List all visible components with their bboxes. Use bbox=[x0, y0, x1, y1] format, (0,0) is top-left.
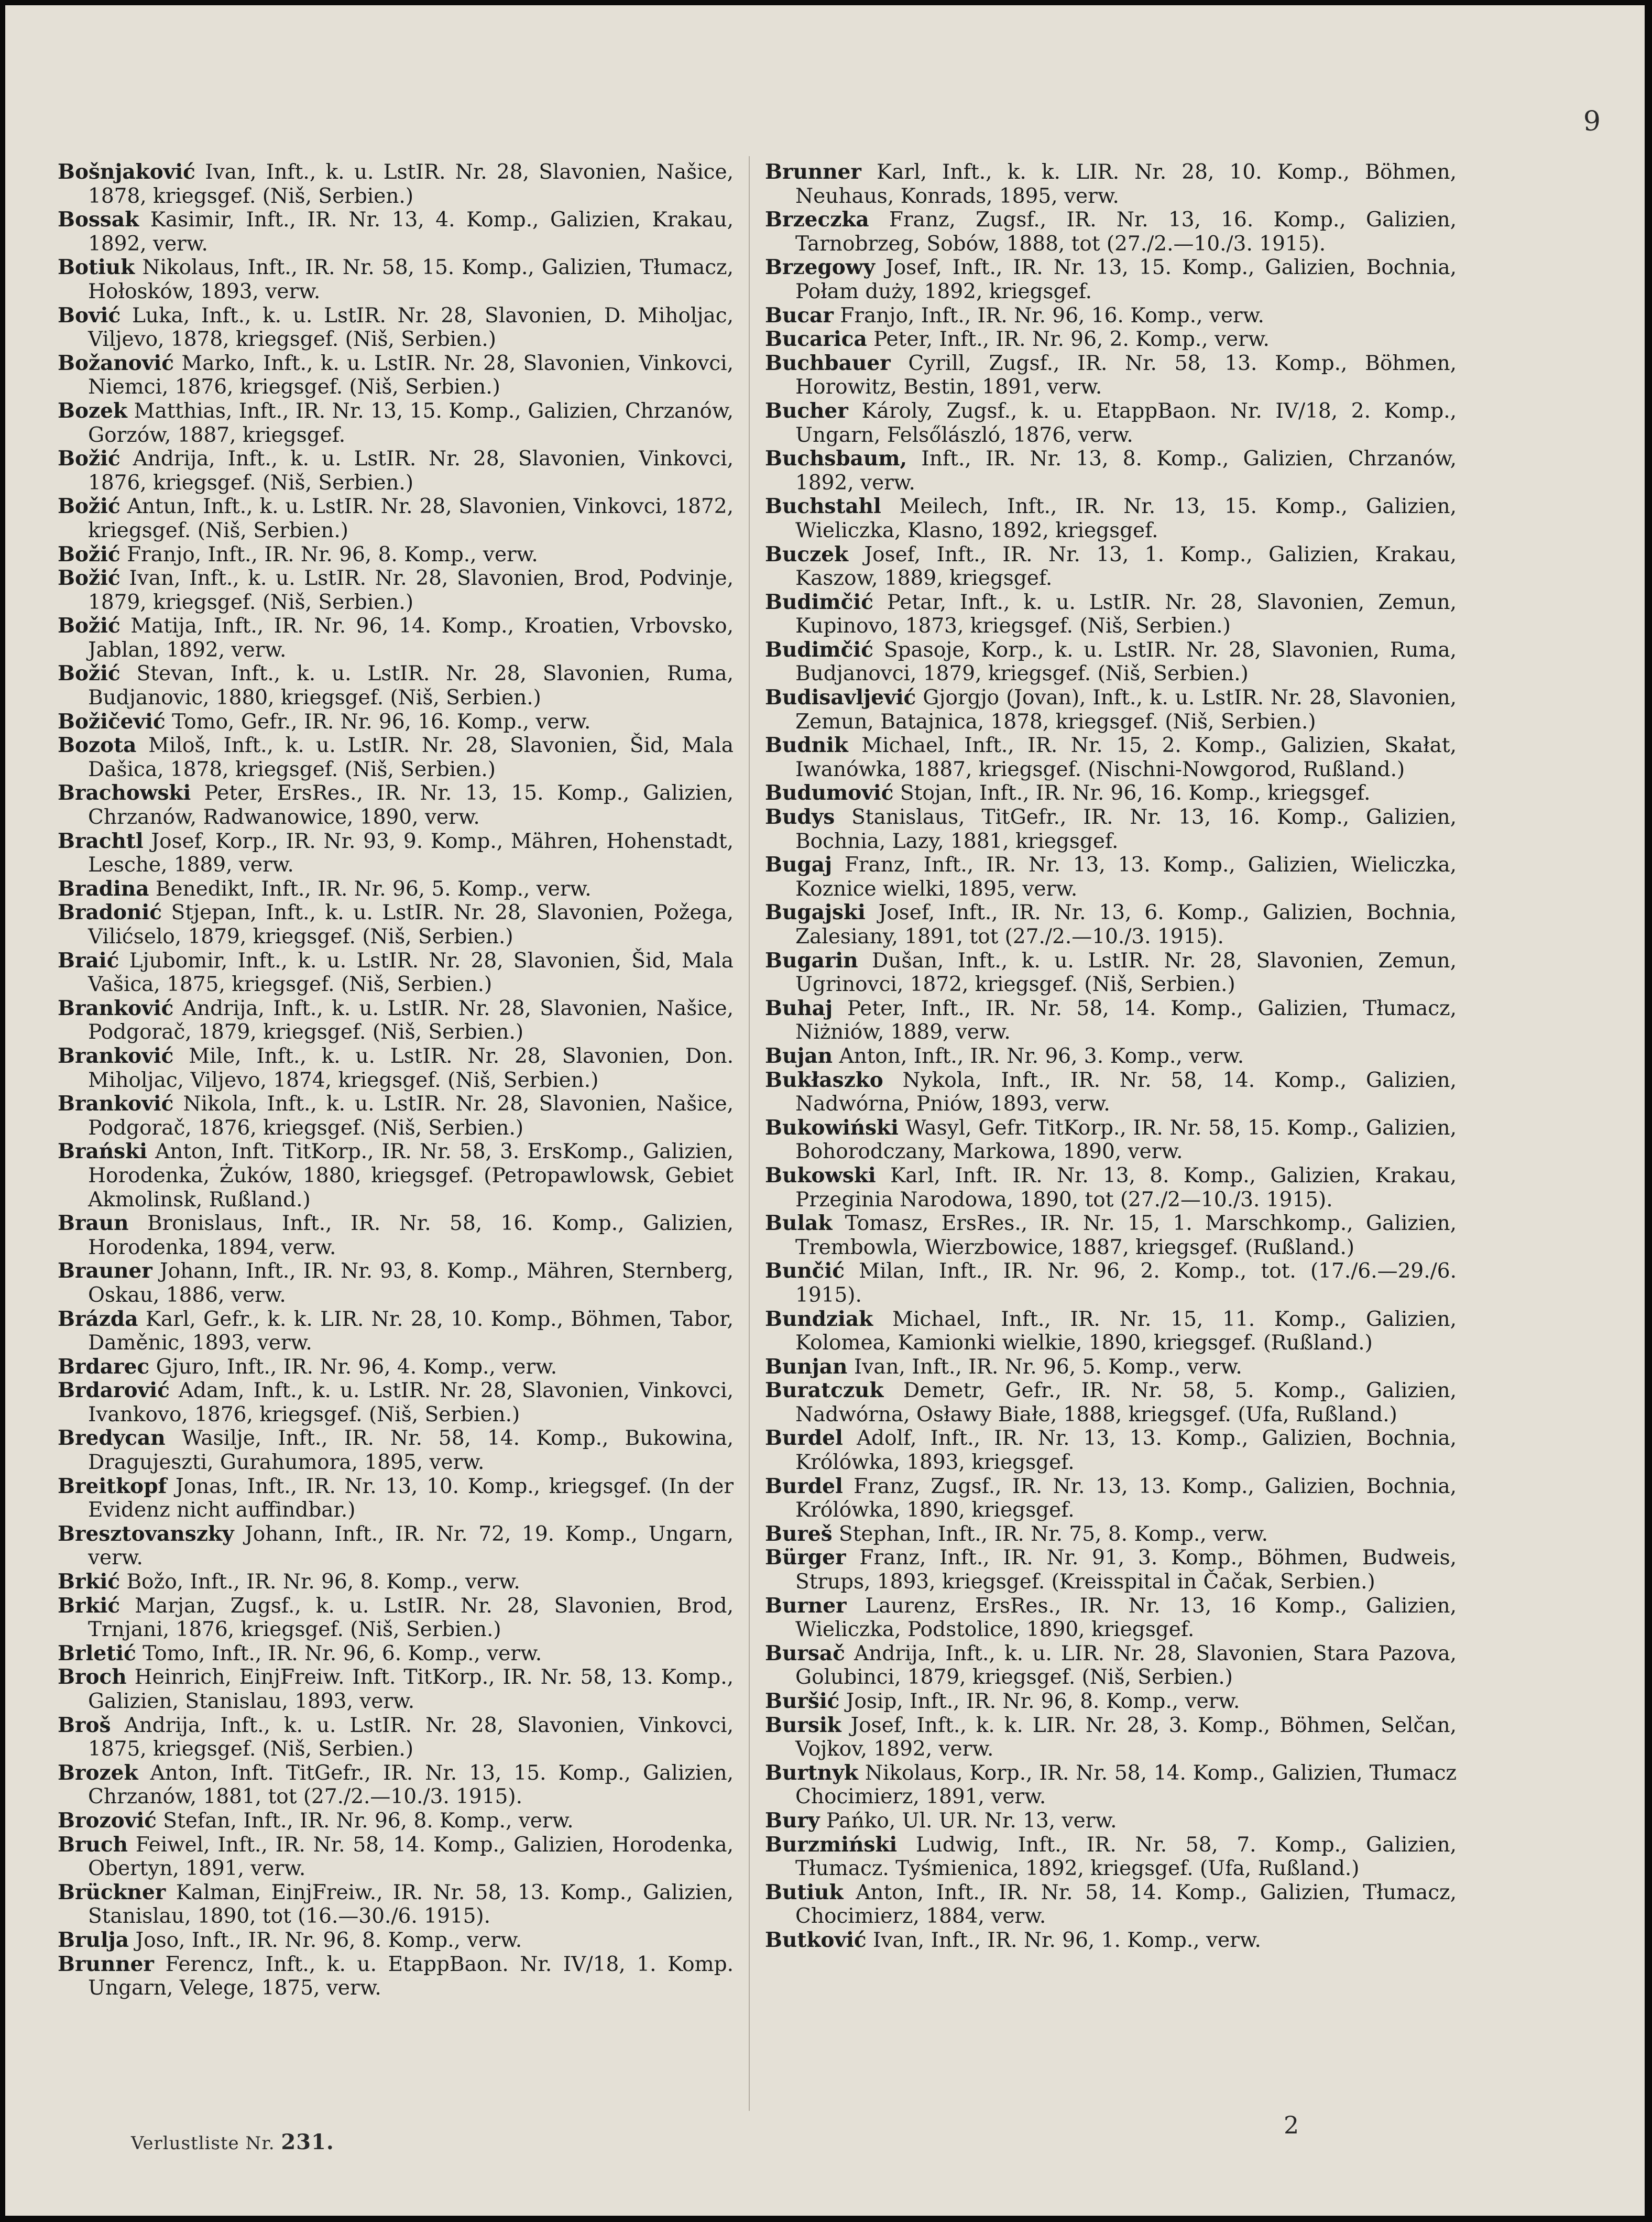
list-entry bbox=[58, 1522, 734, 1570]
entry-details: Nikolaus, Korp., IR. Nr. 58, 14. Komp., Galizien, Tłumacz Chocimierz, 1891, verw. bbox=[795, 1761, 1457, 1809]
entry-details: Stevan, Inft., k. u. LstIR. Nr. 28, Slavonien, Ruma, Budjanovic, 1880, kriegsgef. (Niš, Serbien.) bbox=[88, 662, 734, 710]
footer-list-label-text: Verlustliste Nr. bbox=[131, 2133, 275, 2154]
entry-details: Gjuro, Inft., IR. Nr. 96, 4. Komp., verw. bbox=[149, 1355, 557, 1379]
entry-details: Luka, Inft., k. u. LstIR. Nr. 28, Slavonien, D. Miholjac, Viljevo, 1878, kriegsgef. (Niš, Serbien.) bbox=[88, 303, 734, 352]
entry-surname: Brunner bbox=[765, 160, 861, 184]
entry-details: Milan, Inft., IR. Nr. 96, 2. Komp., tot. (17./6.—29./6. 1915). bbox=[795, 1259, 1457, 1307]
list-entry bbox=[765, 208, 1457, 256]
list-entry bbox=[58, 710, 734, 734]
list-entry bbox=[765, 1069, 1457, 1116]
entry-surname: Brauner bbox=[58, 1259, 152, 1283]
list-entry bbox=[765, 399, 1457, 447]
entry-surname: Brachowski bbox=[58, 781, 191, 805]
list-entry bbox=[765, 1929, 1457, 1953]
entry-details: Michael, Inft., IR. Nr. 15, 2. Komp., Galizien, Skałat, Iwanówka, 1887, kriegsgef. (Nischni-Nowgorod, Rußland.) bbox=[795, 734, 1457, 781]
entry-details: Andrija, Inft., k. u. LstIR. Nr. 28, Slavonien, Našice, Podgorač, 1879, kriegsgef. (Niš, Serbien.) bbox=[88, 996, 734, 1044]
entry-surname: Brulja bbox=[58, 1927, 129, 1952]
list-entry bbox=[58, 1308, 734, 1355]
entry-details: Bronislaus, Inft., IR. Nr. 58, 16. Komp., Galizien, Horodenka, 1894, verw. bbox=[88, 1212, 734, 1259]
entry-details: Jonas, Inft., IR. Nr. 13, 10. Komp., kriegsgef. (In der Evidenz nicht auffindbar.) bbox=[88, 1474, 734, 1522]
entry-details: Tomasz, ErsRes., IR. Nr. 15, 1. Marschkomp., Galizien, Trembowla, Wierzbowice, 1887, kriegsgef. (Rußland.) bbox=[795, 1212, 1457, 1259]
entry-surname: Burtnyk bbox=[765, 1760, 858, 1785]
entry-details: Spasoje, Korp., k. u. LstIR. Nr. 28, Slavonien, Ruma, Budjanovci, 1879, kriegsgef. (Niš, Serbien.) bbox=[795, 638, 1457, 686]
list-entry bbox=[58, 1426, 734, 1474]
list-entry bbox=[765, 1212, 1457, 1259]
entry-surname: Brázda bbox=[58, 1306, 138, 1331]
entry-details: Stefan, Inft., IR. Nr. 96, 8. Komp., verw. bbox=[156, 1809, 574, 1833]
entry-details: Stephan, Inft., IR. Nr. 75, 8. Komp., verw. bbox=[832, 1522, 1268, 1546]
entry-surname: Budimčić bbox=[765, 590, 873, 614]
entry-surname: Branković bbox=[58, 996, 174, 1020]
entry-details: Wasilje, Inft., IR. Nr. 58, 14. Komp., Bukowina, Dragujeszti, Gurahumora, 1895, verw. bbox=[88, 1426, 734, 1475]
list-entry bbox=[58, 304, 734, 352]
entry-surname: Brozović bbox=[58, 1808, 157, 1833]
list-entry bbox=[765, 1761, 1457, 1809]
entry-details: Marko, Inft., k. u. LstIR. Nr. 28, Slavonien, Vinkovci, Niemci, 1876, kriegsgef. (Niš, Serbien.) bbox=[88, 351, 734, 399]
column-divider bbox=[749, 156, 750, 2111]
list-entry bbox=[765, 328, 1457, 352]
list-entry bbox=[765, 1475, 1457, 1522]
entry-surname: Bugarin bbox=[765, 948, 858, 973]
entry-surname: Budisavljević bbox=[765, 685, 916, 710]
list-entry bbox=[765, 638, 1457, 686]
entry-surname: Butković bbox=[765, 1927, 867, 1952]
list-entry bbox=[765, 1116, 1457, 1164]
entry-surname: Brdarec bbox=[58, 1354, 150, 1379]
footer-list-label bbox=[131, 2130, 334, 2154]
list-entry bbox=[58, 352, 734, 399]
entry-details: Karl, Gefr., k. k. LIR. Nr. 28, 10. Komp., Böhmen, Tabor, Daměnic, 1893, verw. bbox=[88, 1307, 734, 1355]
list-entry bbox=[58, 1665, 734, 1713]
entry-surname: Brkić bbox=[58, 1570, 121, 1594]
list-entry bbox=[58, 662, 734, 710]
page-number: 9 bbox=[1583, 106, 1601, 137]
entry-details: Ivan, Inft., IR. Nr. 96, 1. Komp., verw. bbox=[866, 1928, 1261, 1952]
entry-details: Franz, Zugsf., IR. Nr. 13, 13. Komp., Galizien, Bochnia, Królówka, 1890, kriegsgef. bbox=[795, 1474, 1457, 1522]
entry-surname: Bukłaszko bbox=[765, 1068, 883, 1092]
entry-surname: Bucar bbox=[765, 303, 834, 328]
entry-surname: Buchstahl bbox=[765, 494, 881, 519]
entry-details: Adolf, Inft., IR. Nr. 13, 13. Komp., Galizien, Bochnia, Królówka, 1893, kriegsgef. bbox=[795, 1426, 1457, 1475]
entry-surname: Bukowski bbox=[765, 1163, 876, 1188]
left-column bbox=[58, 160, 734, 2000]
list-entry bbox=[58, 543, 734, 567]
list-entry bbox=[58, 1833, 734, 1881]
list-entry bbox=[765, 734, 1457, 781]
entry-surname: Brzeczka bbox=[765, 208, 869, 232]
entry-details: Gjorgjo (Jovan), Inft., k. u. LstIR. Nr. 28, Slavonien, Zemun, Batajnica, 1878, kriegsgef. (Niš, Serbien.) bbox=[795, 686, 1457, 734]
entry-details: Andrija, Inft., k. u. LstIR. Nr. 28, Slavonien, Vinkovci, 1876, kriegsgef. (Niš, Serbien.) bbox=[88, 447, 734, 495]
list-entry bbox=[765, 805, 1457, 853]
entry-details: Josef, Inft., IR. Nr. 13, 6. Komp., Galizien, Bochnia, Zalesiany, 1891, tot (27./2.—10./3. 1915). bbox=[795, 901, 1457, 949]
entry-details: Ferencz, Inft., k. u. EtappBaon. Nr. IV/18, 1. Komp. Ungarn, Velege, 1875, verw. bbox=[88, 1952, 734, 2000]
footer-list-number: 231. bbox=[281, 2130, 334, 2154]
list-entry bbox=[58, 830, 734, 877]
entry-details: Anton, Inft. TitKorp., IR. Nr. 58, 3. ErsKomp., Galizien, Horodenka, Żuków, 1880, kriegsgef. (Petropawlowsk, Gebiet Akmolinsk, Rußland.) bbox=[88, 1140, 734, 1212]
entry-surname: Broš bbox=[58, 1713, 111, 1737]
entry-surname: Brückner bbox=[58, 1880, 166, 1904]
entry-details: Peter, ErsRes., IR. Nr. 13, 15. Komp., Galizien, Chrzanów, Radwanowice, 1890, verw. bbox=[88, 781, 734, 830]
entry-details: Stojan, Inft., IR. Nr. 96, 16. Komp., kriegsgef. bbox=[893, 781, 1371, 805]
footer-sheet-number: 2 bbox=[1284, 2111, 1299, 2139]
entry-surname: Božić bbox=[58, 446, 121, 471]
entry-details: Josip, Inft., IR. Nr. 96, 8. Komp., verw. bbox=[839, 1690, 1240, 1713]
page bbox=[5, 5, 1645, 2216]
list-entry bbox=[765, 781, 1457, 805]
entry-details: Michael, Inft., IR. Nr. 15, 11. Komp., Galizien, Kolomea, Kamionki wielkie, 1890, kriegsgef. (Rußland.) bbox=[795, 1307, 1457, 1355]
entry-details: Ivan, Inft., IR. Nr. 96, 5. Komp., verw. bbox=[847, 1355, 1242, 1379]
entry-details: Ivan, Inft., k. u. LstIR. Nr. 28, Slavonien, Našice, 1878, kriegsgef. (Niš, Serbien.) bbox=[88, 160, 734, 208]
entry-surname: Bozek bbox=[58, 398, 127, 423]
list-entry bbox=[58, 614, 734, 662]
list-entry bbox=[58, 1929, 734, 1953]
entry-details: Franjo, Inft., IR. Nr. 96, 16. Komp., verw. bbox=[833, 303, 1264, 328]
list-entry bbox=[58, 399, 734, 447]
entry-surname: Bukowiński bbox=[765, 1115, 899, 1140]
list-entry bbox=[765, 160, 1457, 208]
entry-details: Anton, Inft., IR. Nr. 96, 3. Komp., verw. bbox=[833, 1044, 1244, 1068]
entry-surname: Bursač bbox=[765, 1641, 845, 1665]
entry-surname: Bradina bbox=[58, 876, 149, 901]
entry-surname: Bulak bbox=[765, 1211, 833, 1236]
entry-details: Petar, Inft., k. u. LstIR. Nr. 28, Slavonien, Zemun, Kupinovo, 1873, kriegsgef. (Niš, Serbien.) bbox=[795, 590, 1457, 638]
entry-surname: Bruch bbox=[58, 1832, 128, 1857]
entry-surname: Bursik bbox=[765, 1713, 841, 1737]
list-entry bbox=[58, 567, 734, 614]
entry-details: Andrija, Inft., k. u. LIR. Nr. 28, Slavonien, Stara Pazova, Golubinci, 1879, kriegsgef. (Niš, Serbien.) bbox=[795, 1641, 1457, 1690]
entry-surname: Budnik bbox=[765, 733, 848, 758]
entry-surname: Brunner bbox=[58, 1952, 154, 1976]
entry-details: Josef, Inft., k. k. LIR. Nr. 28, 3. Komp., Böhmen, Selčan, Vojkov, 1892, verw. bbox=[795, 1713, 1457, 1761]
entry-surname: Buchsbaum, bbox=[765, 446, 907, 471]
list-entry bbox=[58, 1642, 734, 1666]
entry-surname: Brozek bbox=[58, 1760, 138, 1785]
list-entry bbox=[58, 256, 734, 303]
entry-details: Karl, Inft. IR. Nr. 13, 8. Komp., Galizien, Krakau, Przeginia Narodowa, 1890, tot (27./2—10./3. 1915). bbox=[795, 1163, 1457, 1212]
entry-details: Heinrich, EinjFreiw. Inft. TitKorp., IR. Nr. 58, 13. Komp., Galizien, Stanislau, 1893, verw. bbox=[88, 1665, 734, 1713]
entry-details: Károly, Zugsf., k. u. EtappBaon. Nr. IV/18, 2. Komp., Ungarn, Felsőlászló, 1876, verw. bbox=[795, 399, 1457, 447]
list-entry bbox=[58, 1355, 734, 1379]
entry-details: Adam, Inft., k. u. LstIR. Nr. 28, Slavonien, Vinkovci, Ivankovo, 1876, kriegsgef. (Niš, Serbien.) bbox=[88, 1379, 734, 1426]
entry-surname: Bury bbox=[765, 1808, 820, 1833]
list-entry bbox=[765, 352, 1457, 399]
entry-surname: Branković bbox=[58, 1092, 174, 1116]
entry-surname: Bugajski bbox=[765, 900, 866, 925]
entry-details: Andrija, Inft., k. u. LstIR. Nr. 28, Slavonien, Vinkovci, 1875, kriegsgef. (Niš, Serbien.) bbox=[88, 1713, 734, 1761]
entry-details: Franjo, Inft., IR. Nr. 96, 8. Komp., verw. bbox=[120, 542, 538, 567]
entry-surname: Budumović bbox=[765, 781, 894, 805]
entry-details: Matthias, Inft., IR. Nr. 13, 15. Komp., Galizien, Chrzanów, Gorzów, 1887, kriegsgef. bbox=[88, 399, 734, 447]
entry-surname: Bürger bbox=[765, 1545, 846, 1570]
right-column bbox=[765, 160, 1457, 1953]
list-entry bbox=[765, 1044, 1457, 1069]
entry-details: Anton, Inft., IR. Nr. 58, 14. Komp., Galizien, Tłumacz, Chocimierz, 1884, verw. bbox=[795, 1880, 1457, 1929]
entry-surname: Broch bbox=[58, 1665, 127, 1690]
entry-details: Nykola, Inft., IR. Nr. 58, 14. Komp., Galizien, Nadwórna, Pniów, 1893, verw. bbox=[795, 1068, 1457, 1116]
entry-details: Ludwig, Inft., IR. Nr. 58, 7. Komp., Galizien, Tłumacz. Tyśmienica, 1892, kriegsgef. (Ufa, Rußland.) bbox=[795, 1833, 1457, 1881]
entry-details: Joso, Inft., IR. Nr. 96, 8. Komp., verw. bbox=[129, 1928, 522, 1952]
list-entry bbox=[765, 1546, 1457, 1594]
entry-details: Mile, Inft., k. u. LstIR. Nr. 28, Slavonien, Don. Miholjac, Viljevo, 1874, kriegsgef. (Niš, Serbien.) bbox=[88, 1044, 734, 1092]
list-entry bbox=[58, 1140, 734, 1212]
list-entry bbox=[765, 1809, 1457, 1833]
list-entry bbox=[765, 304, 1457, 328]
entry-details: Kasimir, Inft., IR. Nr. 13, 4. Komp., Galizien, Krakau, 1892, verw. bbox=[88, 208, 734, 256]
entry-details: Stanislaus, TitGefr., IR. Nr. 13, 16. Komp., Galizien, Bochnia, Lazy, 1881, kriegsgef. bbox=[795, 805, 1457, 853]
list-entry bbox=[765, 495, 1457, 542]
entry-surname: Burdel bbox=[765, 1426, 843, 1451]
entry-details: Ljubomir, Inft., k. u. LstIR. Nr. 28, Slavonien, Šid, Mala Vašica, 1875, kriegsgef. (Niš, Serbien.) bbox=[88, 949, 734, 997]
entry-surname: Buršić bbox=[765, 1689, 840, 1713]
list-entry bbox=[765, 543, 1457, 591]
entry-surname: Božić bbox=[58, 542, 121, 567]
entry-surname: Bozota bbox=[58, 733, 137, 758]
entry-details: Josef, Inft., IR. Nr. 13, 15. Komp., Galizien, Bochnia, Połam duży, 1892, kriegsgef. bbox=[795, 256, 1457, 303]
entry-details: Božo, Inft., IR. Nr. 96, 8. Komp., verw. bbox=[120, 1570, 520, 1594]
entry-surname: Burdel bbox=[765, 1474, 843, 1498]
list-entry bbox=[58, 1570, 734, 1594]
entry-details: Matija, Inft., IR. Nr. 96, 14. Komp., Kroatien, Vrbovsko, Jablan, 1892, verw. bbox=[88, 614, 734, 662]
entry-surname: Braić bbox=[58, 948, 119, 973]
list-entry bbox=[58, 949, 734, 997]
entry-details: Nikola, Inft., k. u. LstIR. Nr. 28, Slavonien, Našice, Podgorač, 1876, kriegsgef. (Niš, Serbien.) bbox=[88, 1092, 734, 1140]
entry-details: Franz, Inft., IR. Nr. 91, 3. Komp., Böhmen, Budweis, Strups, 1893, kriegsgef. (Kreisspital in Čačak, Serbien.) bbox=[795, 1546, 1457, 1594]
entry-surname: Brański bbox=[58, 1139, 147, 1164]
list-entry bbox=[765, 1355, 1457, 1379]
entry-surname: Breitkopf bbox=[58, 1474, 167, 1498]
list-entry bbox=[58, 1044, 734, 1092]
list-entry bbox=[58, 877, 734, 901]
entry-details: Johann, Inft., IR. Nr. 93, 8. Komp., Mähren, Sternberg, Oskau, 1886, verw. bbox=[88, 1259, 734, 1307]
list-entry bbox=[58, 1259, 734, 1307]
entry-surname: Bunčić bbox=[765, 1259, 845, 1283]
entry-details: Demetr, Gefr., IR. Nr. 58, 5. Komp., Galizien, Nadwórna, Osławy Białe, 1888, kriegsgef. (Ufa, Rußland.) bbox=[795, 1379, 1457, 1426]
list-entry bbox=[58, 901, 734, 949]
entry-details: Feiwel, Inft., IR. Nr. 58, 14. Komp., Galizien, Horodenka, Obertyn, 1891, verw. bbox=[88, 1833, 734, 1881]
list-entry bbox=[765, 447, 1457, 495]
entry-details: Tomo, Inft., IR. Nr. 96, 6. Komp., verw. bbox=[136, 1641, 542, 1665]
entry-surname: Bošnjaković bbox=[58, 160, 195, 184]
entry-details: Karl, Inft., k. k. LIR. Nr. 28, 10. Komp., Böhmen, Neuhaus, Konrads, 1895, verw. bbox=[795, 160, 1457, 208]
entry-surname: Bucarica bbox=[765, 327, 867, 352]
list-entry bbox=[765, 1426, 1457, 1474]
entry-details: Miloš, Inft., k. u. LstIR. Nr. 28, Slavonien, Šid, Mala Dašica, 1878, kriegsgef. (Niš, Serbien.) bbox=[88, 734, 734, 781]
entry-surname: Budys bbox=[765, 805, 835, 830]
list-entry bbox=[765, 1833, 1457, 1881]
entry-details: Stjepan, Inft., k. u. LstIR. Nr. 28, Slavonien, Požega, Vilićselo, 1879, kriegsgef. (Niš, Serbien.) bbox=[88, 901, 734, 949]
entry-surname: Bović bbox=[58, 303, 121, 328]
entry-details: Tomo, Gefr., IR. Nr. 96, 16. Komp., verw. bbox=[165, 710, 591, 734]
entry-surname: Božić bbox=[58, 614, 121, 638]
entry-surname: Božičević bbox=[58, 709, 166, 734]
entry-details: Peter, Inft., IR. Nr. 58, 14. Komp., Galizien, Tłumacz, Niżniów, 1889, verw. bbox=[795, 996, 1457, 1044]
entry-surname: Butiuk bbox=[765, 1880, 844, 1904]
entry-surname: Bossak bbox=[58, 208, 139, 232]
list-entry bbox=[58, 734, 734, 781]
entry-details: Josef, Inft., IR. Nr. 13, 1. Komp., Galizien, Krakau, Kaszow, 1889, kriegsgef. bbox=[795, 542, 1457, 591]
entry-details: Josef, Korp., IR. Nr. 93, 9. Komp., Mähren, Hohenstadt, Lesche, 1889, verw. bbox=[88, 829, 734, 877]
list-entry bbox=[58, 1475, 734, 1522]
entry-details: Wasyl, Gefr. TitKorp., IR. Nr. 58, 15. Komp., Galizien, Bohorodczany, Markowa, 1890, verw. bbox=[795, 1116, 1457, 1164]
list-entry bbox=[765, 949, 1457, 997]
list-entry bbox=[58, 1881, 734, 1929]
entry-details: Antun, Inft., k. u. LstIR. Nr. 28, Slavonien, Vinkovci, 1872, kriegsgef. (Niš, Serbien.) bbox=[88, 495, 734, 542]
entry-surname: Bujan bbox=[765, 1043, 833, 1068]
entry-surname: Bradonić bbox=[58, 900, 162, 925]
list-entry bbox=[58, 495, 734, 542]
list-entry bbox=[765, 1594, 1457, 1642]
entry-surname: Burner bbox=[765, 1593, 847, 1618]
entry-surname: Buhaj bbox=[765, 996, 833, 1020]
list-entry bbox=[58, 1594, 734, 1642]
list-entry bbox=[765, 1164, 1457, 1212]
entry-details: Cyrill, Zugsf., IR. Nr. 58, 13. Komp., Böhmen, Horowitz, Bestin, 1891, verw. bbox=[795, 351, 1457, 399]
entry-details: Ivan, Inft., k. u. LstIR. Nr. 28, Slavonien, Brod, Podvinje, 1879, kriegsgef. (Niš, Serbien.) bbox=[88, 567, 734, 614]
list-entry bbox=[58, 1714, 734, 1761]
entry-details: Franz, Zugsf., IR. Nr. 13, 16. Komp., Galizien, Tarnobrzeg, Sobów, 1888, tot (27./2.—10./3. 1915). bbox=[795, 208, 1457, 256]
list-entry bbox=[765, 853, 1457, 901]
entry-details: Kalman, EinjFreiw., IR. Nr. 58, 13. Komp., Galizien, Stanislau, 1890, tot (16.—30./6. 1915). bbox=[88, 1880, 734, 1929]
entry-details: Nikolaus, Inft., IR. Nr. 58, 15. Komp., Galizien, Tłumacz, Hołosków, 1893, verw. bbox=[88, 256, 734, 303]
list-entry bbox=[58, 997, 734, 1044]
list-entry bbox=[765, 1379, 1457, 1426]
entry-surname: Braun bbox=[58, 1211, 129, 1236]
entry-surname: Brdarović bbox=[58, 1378, 170, 1403]
list-entry bbox=[58, 1953, 734, 2000]
entry-surname: Brzegowy bbox=[765, 255, 875, 280]
entry-surname: Bucher bbox=[765, 398, 848, 423]
entry-details: Anton, Inft. TitGefr., IR. Nr. 13, 15. Komp., Galizien, Chrzanów, 1881, tot (27./2.—10./3. 1915). bbox=[88, 1761, 734, 1809]
entry-surname: Bredycan bbox=[58, 1426, 166, 1451]
list-entry bbox=[58, 1809, 734, 1833]
entry-surname: Brkić bbox=[58, 1593, 121, 1618]
list-entry bbox=[765, 1714, 1457, 1761]
entry-details: Meilech, Inft., IR. Nr. 13, 15. Komp., Galizien, Wieliczka, Klasno, 1892, kriegsgef. bbox=[795, 495, 1457, 542]
entry-surname: Buczek bbox=[765, 542, 849, 567]
entry-details: Laurenz, ErsRes., IR. Nr. 13, 16 Komp., Galizien, Wieliczka, Podstolice, 1890, kriegsgef. bbox=[795, 1594, 1457, 1642]
list-entry bbox=[765, 1690, 1457, 1714]
list-entry bbox=[58, 447, 734, 495]
entry-details: Marjan, Zugsf., k. u. LstIR. Nr. 28, Slavonien, Brod, Trnjani, 1876, kriegsgef. (Niš, Serbien.) bbox=[88, 1594, 734, 1642]
entry-surname: Bunjan bbox=[765, 1354, 848, 1379]
entry-surname: Buchbauer bbox=[765, 351, 891, 375]
entry-surname: Božić bbox=[58, 566, 121, 591]
entry-surname: Bresztovanszky bbox=[58, 1521, 234, 1546]
entry-surname: Bundziak bbox=[765, 1306, 873, 1331]
list-entry bbox=[765, 901, 1457, 949]
entry-details: Pańko, Ul. UR. Nr. 13, verw. bbox=[819, 1809, 1117, 1833]
list-entry bbox=[765, 1308, 1457, 1355]
entry-details: Inft., IR. Nr. 13, 8. Komp., Galizien, Chrzanów, 1892, verw. bbox=[795, 447, 1457, 495]
list-entry bbox=[58, 1212, 734, 1259]
list-entry bbox=[765, 1642, 1457, 1690]
entry-details: Peter, Inft., IR. Nr. 96, 2. Komp., verw. bbox=[867, 328, 1270, 352]
list-entry bbox=[58, 160, 734, 208]
entry-surname: Božić bbox=[58, 661, 121, 686]
entry-surname: Buratczuk bbox=[765, 1378, 884, 1403]
entry-details: Dušan, Inft., k. u. LstIR. Nr. 28, Slavonien, Zemun, Ugrinovci, 1872, kriegsgef. (Niš, Serbien.) bbox=[795, 949, 1457, 997]
entry-details: Benedikt, Inft., IR. Nr. 96, 5. Komp., verw. bbox=[149, 877, 592, 901]
entry-details: Johann, Inft., IR. Nr. 72, 19. Komp., Ungarn, verw. bbox=[88, 1522, 734, 1570]
list-entry bbox=[765, 686, 1457, 734]
list-entry bbox=[765, 1881, 1457, 1929]
list-entry bbox=[58, 208, 734, 256]
list-entry bbox=[765, 591, 1457, 638]
entry-surname: Burzmiński bbox=[765, 1832, 898, 1857]
entry-surname: Brachtl bbox=[58, 829, 144, 853]
list-entry bbox=[58, 1761, 734, 1809]
entry-surname: Božić bbox=[58, 494, 121, 519]
entry-surname: Branković bbox=[58, 1043, 174, 1068]
entry-details: Franz, Inft., IR. Nr. 13, 13. Komp., Galizien, Wieliczka, Koznice wielki, 1895, verw. bbox=[795, 853, 1457, 901]
entry-surname: Božanović bbox=[58, 351, 174, 375]
list-entry bbox=[765, 997, 1457, 1044]
list-entry bbox=[765, 1259, 1457, 1307]
entry-surname: Budimčić bbox=[765, 637, 873, 662]
list-entry bbox=[58, 781, 734, 829]
list-entry bbox=[58, 1379, 734, 1426]
list-entry bbox=[58, 1092, 734, 1140]
entry-surname: Bureš bbox=[765, 1521, 833, 1546]
entry-surname: Brletić bbox=[58, 1641, 136, 1665]
entry-surname: Bugaj bbox=[765, 853, 832, 877]
list-entry bbox=[765, 256, 1457, 303]
list-entry bbox=[765, 1522, 1457, 1546]
entry-surname: Botiuk bbox=[58, 255, 135, 280]
